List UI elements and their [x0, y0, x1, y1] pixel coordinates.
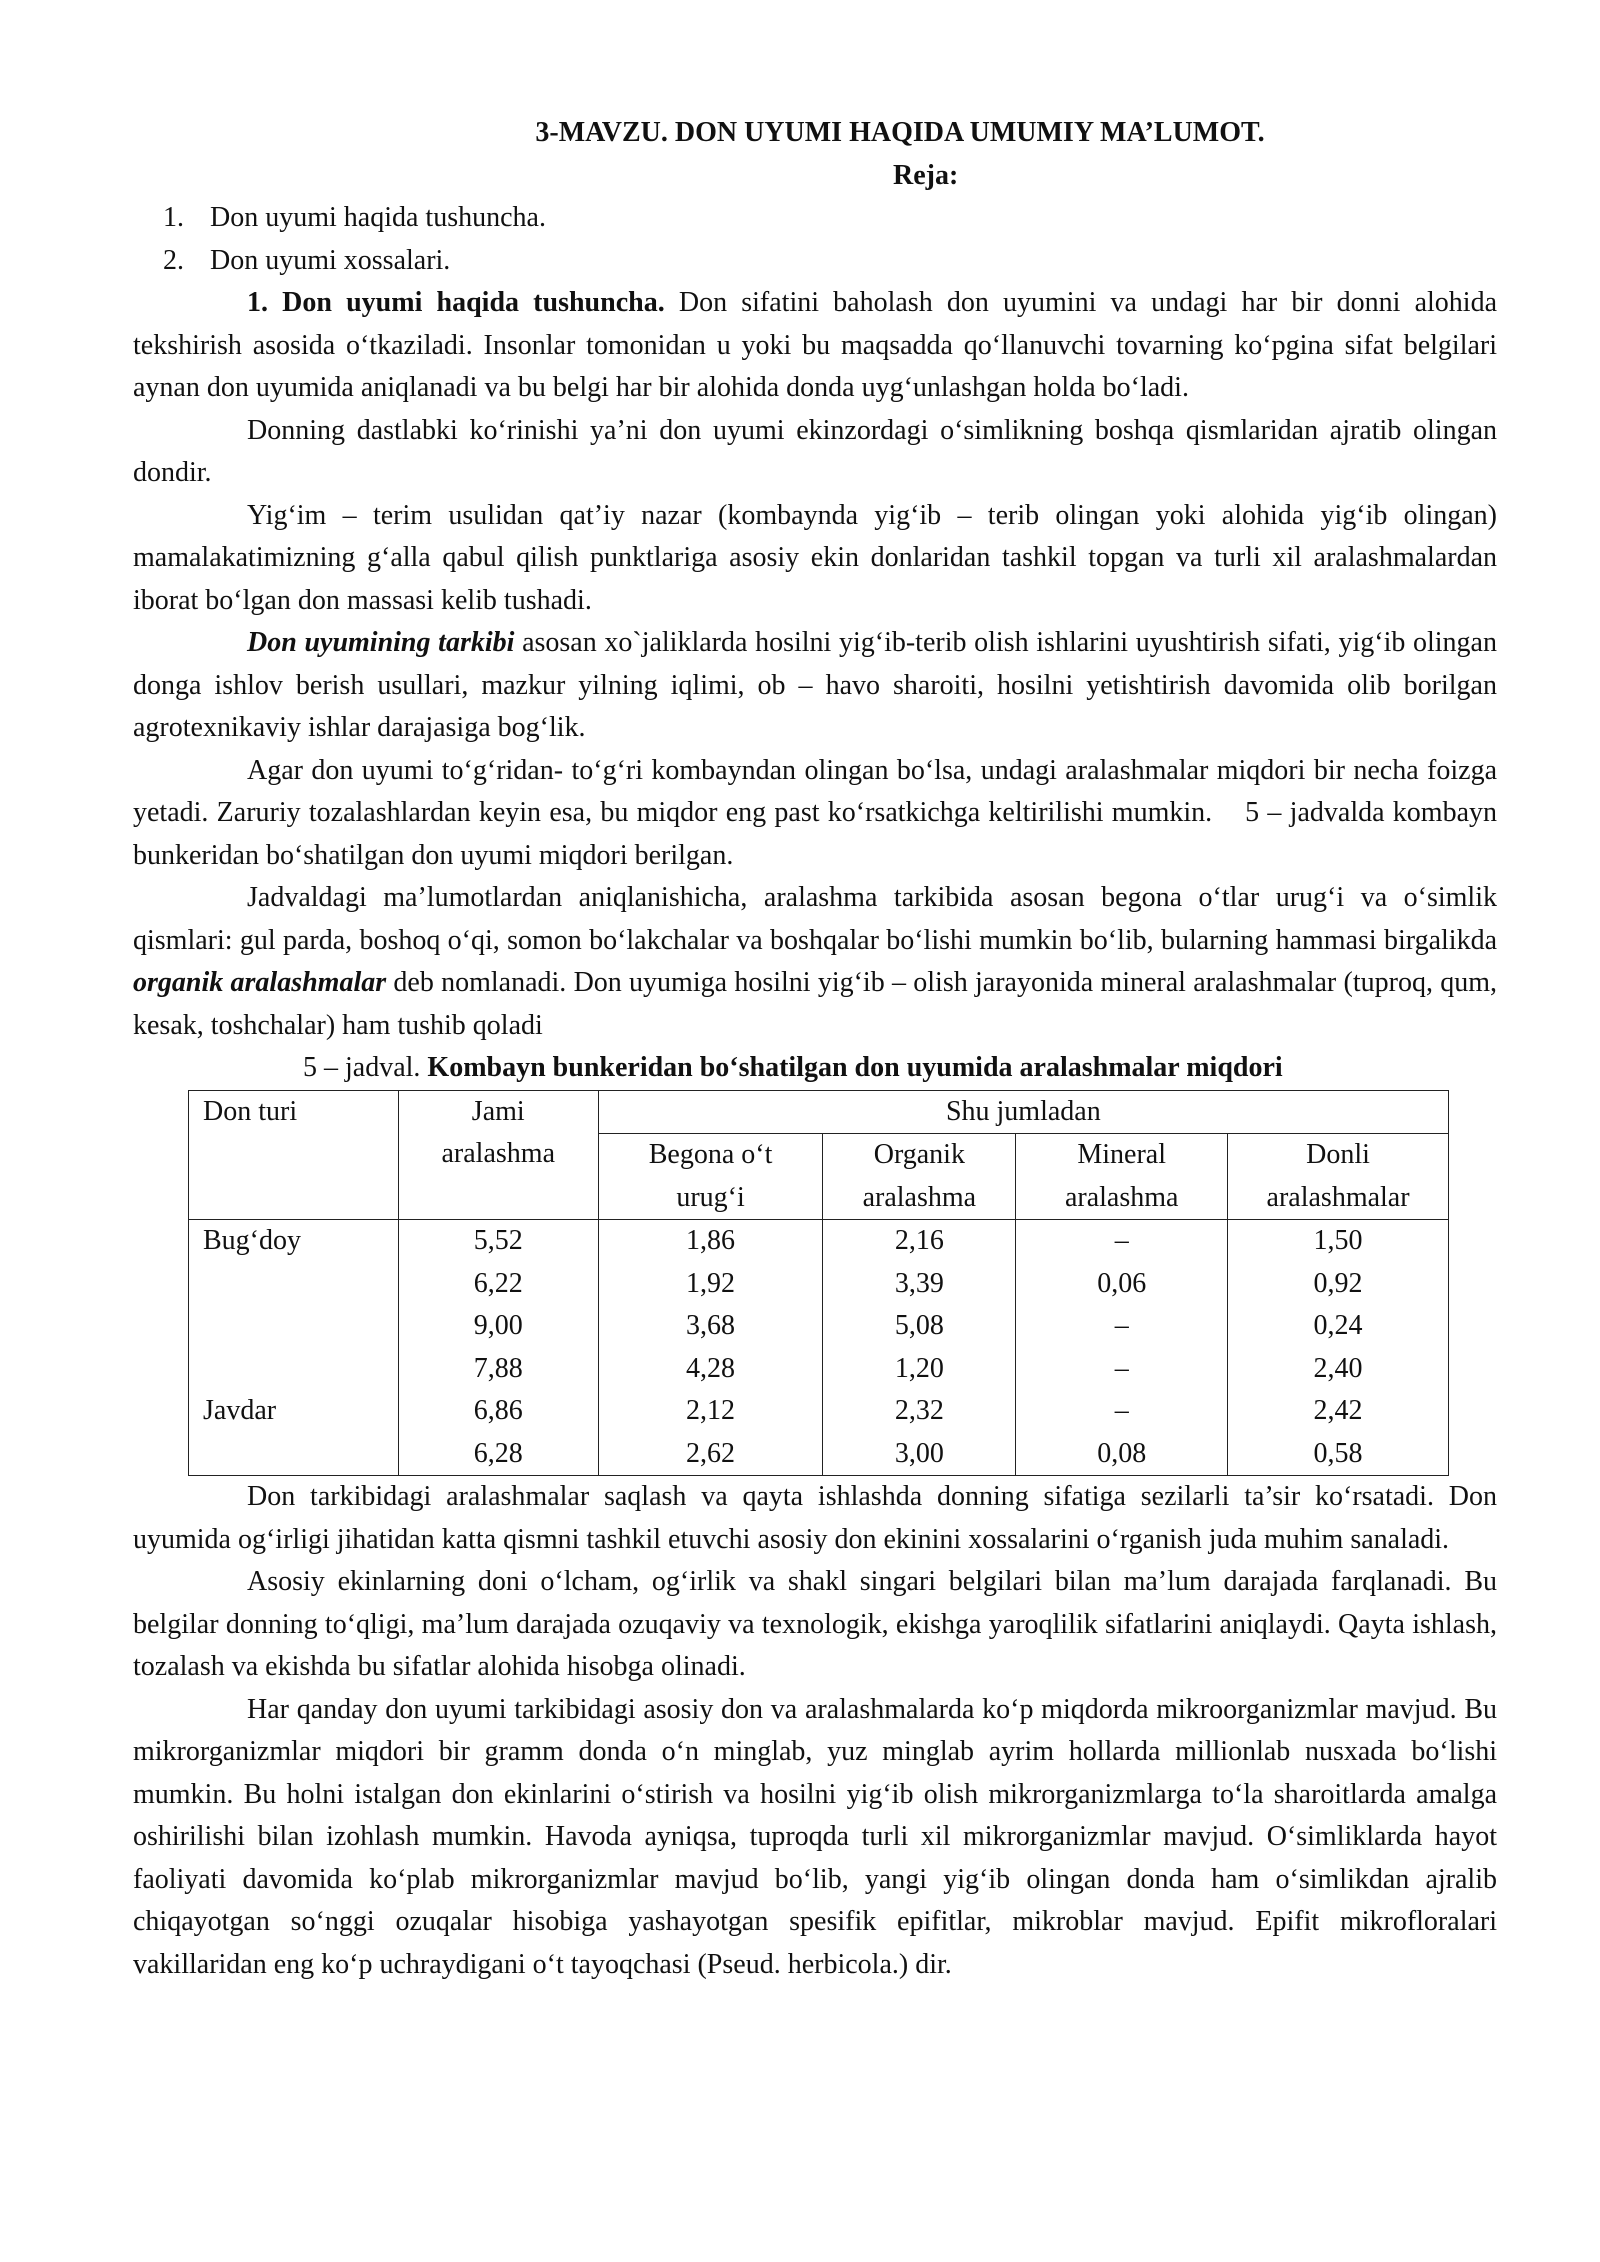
table-cell: 4,28 — [598, 1348, 823, 1391]
table-cell: 3,39 — [823, 1263, 1016, 1306]
header-text: Organik — [873, 1139, 965, 1170]
paragraph-text: Jadvaldagi ma’lumotlardan aniqlanishicha, aralashma tarkibida asosan begona o‘tlar urug‘i va o‘simlik qismlari: gul parda, boshoq o‘qi, somon bo‘lakchalar va boshqalar bo‘lishi mumkin bo‘lib, bularning hammasi birgalikda — [133, 882, 1497, 956]
table-row — [189, 1433, 1449, 1476]
header-text: aralashma — [441, 1138, 555, 1169]
table-cell — [189, 1305, 399, 1348]
table-cell: 5,52 — [398, 1220, 598, 1263]
table-cell: – — [1016, 1305, 1228, 1348]
plan-item-text: Don uyumi xossalari. — [210, 244, 451, 276]
paragraph: Agar don uyumi to‘g‘ridan- to‘g‘ri kombayndan olingan bo‘lsa, undagi aralashmalar miqdori bir necha foizga yetadi. Zaruriy tozalashlardan keyin esa, bu miqdor eng past ko‘rsatkichga keltirilishi mumkin. 5 – jadvalda kombayn bunkeridan bo‘shatilgan don uyumi miqdori berilgan. — [133, 754, 1504, 871]
table-cell: – — [1016, 1390, 1228, 1433]
table-cell: 9,00 — [398, 1305, 598, 1348]
paragraph: Donning dastlabki ko‘rinishi ya’ni don uyumi ekinzordagi o‘simlikning boshqa qismlaridan ajratib olingan dondir. — [133, 414, 1497, 488]
header-text: urug‘i — [676, 1181, 745, 1213]
plan-item-text: Don uyumi haqida tushuncha. — [210, 202, 546, 233]
table-cell: 6,22 — [398, 1263, 598, 1306]
header-cell — [823, 1134, 1016, 1220]
table-cell: 7,88 — [398, 1348, 598, 1391]
header-cell — [598, 1134, 823, 1220]
header-cell — [1016, 1134, 1228, 1220]
table-caption-prefix: 5 – jadval. — [303, 1052, 428, 1083]
paragraph: Don tarkibidagi aralashmalar saqlash va qayta ishlashda donning sifatiga sezilarli ta’sir ko‘rsatadi. Don uyumida og‘irligi jihatidan katta qismni tashkil etuvchi asosiy don ekinini xossalarini o‘rganish juda muhim sanaladi. — [133, 1481, 1497, 1555]
header-text: Donli — [1306, 1139, 1370, 1170]
paragraph-text: Don sifatini baholash don uyumini va undagi har bir donni alohida tekshirish asosida o‘tkaziladi. Insonlar tomonidan u yoki bu maqsadda qo‘llanuvchi tovarning ko‘pgina sifat belgilari aynan don uyumida aniqlanadi va bu belgi har bir alohida donda uyg‘unlashgan holda bo‘ladi. — [133, 287, 1498, 403]
header-cell: Don turi — [189, 1090, 399, 1220]
table-cell: 2,62 — [598, 1433, 823, 1476]
table-caption — [133, 1047, 1497, 1090]
paragraph — [133, 622, 1497, 750]
table-row — [189, 1263, 1449, 1306]
paragraph: Har qanday don uyumi tarkibidagi asosiy don va aralashmalarda ko‘p miqdorda mikroorganizmlar mavjud. Bu mikrorganizmlar miqdori bir gramm donda o‘n minglab, yuz minglab ayrim hollarda millionlab nusxada bo‘lishi mumkin. Bu holni istalgan don ekinlarini o‘stirish va hosilni yig‘ib olish mikrorganizmlarga to‘la sharoitlarda amalga oshirilishi bilan izohlash mumkin. Havoda ayniqsa, tuproqda turli xil mikrorganizmlar mavjud. O‘simliklarda hayot faoliyati davomida ko‘plab mikrorganizmlar mavjud bo‘lib, yangi yig‘ib olingan donda ham o‘simlikdan ajralib chiqayotgan so‘nggi ozuqalar hisobiga yashayotgan spesifik epifitlar, mikroblar mavjud. Epifit mikrofloralari vakillaridan eng ko‘p uchraydigani o‘t tayoqchasi (Pseud. herbicola.) dir. — [133, 1693, 1497, 1980]
table-cell: 0,08 — [1016, 1433, 1228, 1476]
table-row — [189, 1305, 1449, 1348]
table-cell: 5,08 — [823, 1305, 1016, 1348]
paragraph: Yig‘im – terim usulidan qat’iy nazar (kombaynda yig‘ib – terib olingan yoki alohida yig‘ib olingan) mamalakatimizning g‘alla qabul qilish punktlariga asosiy ekin donlaridan tashkil topgan va turli xil aralashmalardan iborat bo‘lgan don massasi kelib tushadi. — [133, 499, 1497, 616]
table-cell: 0,06 — [1016, 1263, 1228, 1306]
table-cell: 1,92 — [598, 1263, 823, 1306]
table-cell: Bug‘doy — [189, 1220, 399, 1263]
table-cell: 0,92 — [1228, 1263, 1449, 1306]
table-cell: 2,12 — [598, 1390, 823, 1433]
paragraph — [133, 877, 1497, 1047]
table-caption-title: Kombayn bunkeridan bo‘shatilgan don uyumida aralashmalar miqdori — [427, 1052, 1283, 1083]
table-row — [189, 1220, 1449, 1263]
table-cell: 1,50 — [1228, 1220, 1449, 1263]
header-text: Begona o‘t — [648, 1139, 773, 1170]
table-cell: 2,40 — [1228, 1348, 1449, 1391]
plan-item-number: 2. — [163, 244, 184, 276]
table-cell — [189, 1433, 399, 1476]
table-cell: 2,42 — [1228, 1390, 1449, 1433]
table-cell: 0,24 — [1228, 1305, 1449, 1348]
table-row — [189, 1348, 1449, 1391]
table-cell: 3,68 — [598, 1305, 823, 1348]
emphasis-term: Don uyumining tarkibi — [247, 627, 515, 658]
table-cell: 6,28 — [398, 1433, 598, 1476]
document-title: 3-MAVZU. DON UYUMI HAQIDA UMUMIY MA’LUMOT. — [535, 117, 1265, 148]
header-text: aralashma — [1064, 1181, 1179, 1213]
plan-item-number: 1. — [163, 202, 184, 233]
table-cell — [189, 1263, 399, 1306]
table-cell: 1,86 — [598, 1220, 823, 1263]
plan-heading: Reja: — [893, 159, 959, 191]
header-text: Jami — [471, 1095, 525, 1127]
table-cell: 1,20 — [823, 1348, 1016, 1391]
table-cell: – — [1016, 1220, 1228, 1263]
paragraph-text: asosan xo`jaliklarda hosilni yig‘ib-terib olish ishlarini uyushtirish sifati, yig‘ib olingan donga ishlov berish usullari, mazkur yilning iqlimi, ob – havo sharoiti, hosilni yetishtirish davomida olib borilgan agrotexnikaviy ishlar darajasiga bog‘lik. — [133, 627, 1497, 743]
plan-item — [133, 197, 1497, 240]
table-row — [189, 1390, 1449, 1433]
table-cell: 2,32 — [823, 1390, 1016, 1433]
emphasis-term: organik aralashmalar — [133, 967, 387, 998]
table-cell: Javdar — [189, 1390, 399, 1433]
table-cell: 3,00 — [823, 1433, 1016, 1476]
admixture-table — [188, 1090, 1449, 1477]
table-cell: – — [1016, 1348, 1228, 1391]
section-heading: 1. Don uyumi haqida tushuncha. — [247, 287, 665, 318]
header-text: aralashma — [862, 1181, 977, 1213]
table-cell — [189, 1348, 399, 1391]
plan-list — [133, 197, 1497, 282]
header-cell — [1228, 1134, 1449, 1220]
paragraph — [133, 282, 1497, 410]
document-page — [133, 112, 1504, 1986]
header-text: Mineral — [1077, 1139, 1167, 1170]
paragraph: Asosiy ekinlarning doni o‘lcham, og‘irlik va shakl singari belgilari bilan ma’lum darajada farqlanadi. Bu belgilar donning to‘qligi, ma’lum darajada ozuqaviy va texnologik, ekishga yaroqlilik sifatlarini aniqlaydi. Qayta ishlash, tozalash va ekishda bu sifatlar alohida hisobga olinadi. — [133, 1566, 1497, 1682]
table-cell: 6,86 — [398, 1390, 598, 1433]
header-text: aralashmalar — [1266, 1181, 1410, 1213]
header-cell — [398, 1090, 598, 1220]
table-cell: 2,16 — [823, 1220, 1016, 1263]
table-cell: 0,58 — [1228, 1433, 1449, 1476]
header-cell: Shu jumladan — [598, 1090, 1448, 1134]
paragraph-text: deb nomlanadi. Don uyumiga hosilni yig‘ib – olish jarayonida mineral aralashmalar (tuproq, qum, kesak, toshchalar) ham tushib qoladi — [133, 967, 1497, 1041]
plan-item — [133, 240, 1497, 283]
